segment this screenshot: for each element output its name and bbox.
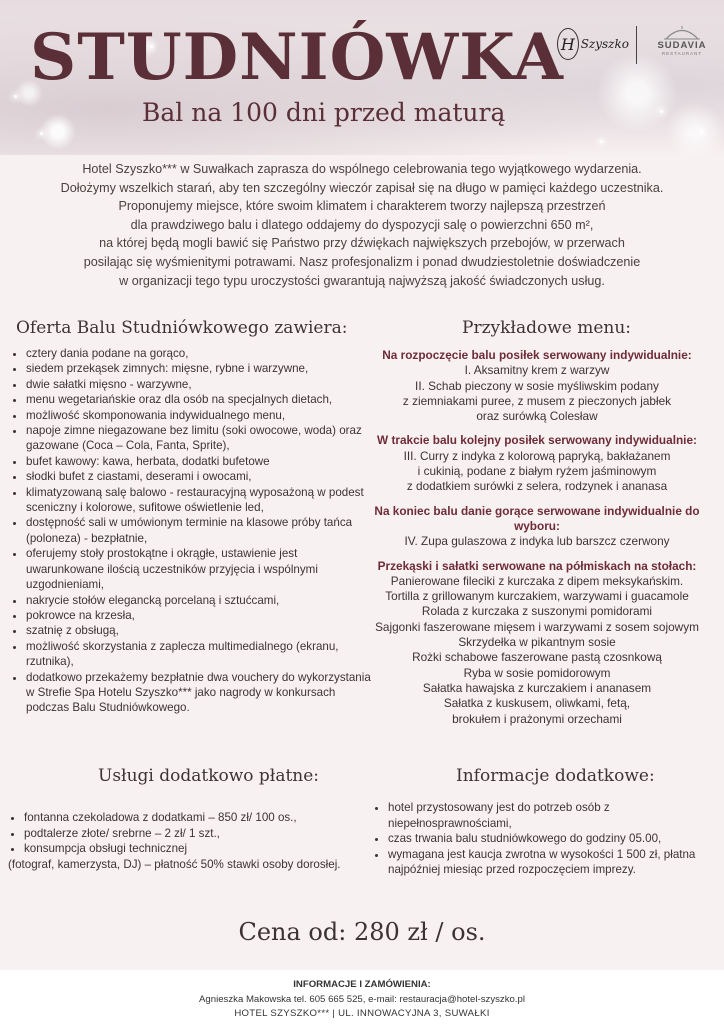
menu-item: III. Curry z indyka z kolorową papryką, bakłażanem: [403, 448, 671, 463]
list-item: • konsumpcja obsługi technicznej: [24, 841, 394, 857]
list-item: • menu wegetariańskie oraz dla osób na specjalnych dietach,: [26, 392, 378, 407]
paid-services-list: [8, 810, 394, 857]
menu-course: [362, 504, 712, 550]
additional-info-heading: Informacje dodatkowe:: [456, 766, 655, 786]
list-item: • dodatkowo przekażemy bezpłatnie dwa vouchery do wykorzystania w Strefie Spa Hotelu Szyszko*** jako nagrody w konkursach podczas Balu Studniówkowego.: [26, 670, 378, 716]
page-title: STUDNIÓWKA: [30, 20, 564, 95]
intro-line: dla prawdziwego balu i dlatego oddajemy do dyspozycji salę o powierzchni 650 m²,: [130, 217, 594, 232]
intro-line: Hotel Szyszko*** w Suwałkach zaprasza do wspólnego celebrowania tego wyjątkowego wydarzenia.: [82, 162, 642, 176]
szyszko-logo: [557, 26, 629, 62]
page-subtitle: Bal na 100 dni przed maturą: [142, 98, 506, 127]
menu-item: Sajgonki faszerowane mięsem i warzywami z sosem sojowym: [375, 619, 699, 634]
list-item: • hotel przystosowany jest do potrzeb osób z niepełnosprawnościami,: [388, 800, 724, 831]
offer-heading: Oferta Balu Studniówkowego zawiera:: [16, 318, 348, 338]
offer-list: [12, 346, 378, 716]
sudavia-logo: [646, 26, 718, 66]
footer-address: HOTEL SZYSZKO*** | UL. INNOWACYJNA 3, SUWAŁKI: [234, 1008, 490, 1019]
logo-divider: [636, 26, 637, 64]
footer-contact: Agnieszka Makowska tel. 605 665 525, e-mail: restauracja@hotel-szyszko.pl: [199, 994, 525, 1005]
menu-heading: Przykładowe menu:: [462, 318, 632, 338]
sparkle-decoration: [14, 95, 17, 98]
footer-heading: INFORMACJE I ZAMÓWIENIA:: [293, 979, 431, 990]
menu-item: oraz surówką Colesław: [476, 409, 598, 424]
menu-course: [362, 433, 712, 494]
list-item: • cztery dania podane na gorąco,: [26, 346, 378, 361]
menu-item: II. Schab pieczony w sosie myśliwskim podany: [415, 378, 659, 393]
szyszko-logo-word: Szyszko: [580, 37, 629, 51]
sudavia-logo-word: SUDAVIA: [657, 40, 707, 51]
price-label: Cena od: 280 zł / os.: [238, 918, 486, 946]
sparkle-decoration: [600, 140, 603, 143]
menu-course: [362, 348, 712, 424]
menu-item: Sałatka hawajska z kurczakiem i ananasem: [422, 680, 652, 695]
menu-item: z dodatkiem surówki z selera, rodzynek i ananasa: [406, 479, 668, 494]
menu-item: Rożki schabowe faszerowane pastą czosnkową: [412, 650, 662, 665]
list-item: • oferujemy stoły prostokątne i okrągłe, ustawienie jest uwarunkowane ilością uczestników przyjęcia i wspólnymi uzgodnieniami,: [26, 546, 378, 592]
paid-services-note: (fotograf, kamerzysta, DJ) – płatność 50% stawki osoby dorosłej.: [8, 858, 341, 871]
menu-item: Tortilla z grillowanym kurczakiem, warzywami i guacamole: [385, 589, 689, 604]
menu-item: Sałatka z kuskusem, oliwkami, fetą,: [443, 696, 631, 711]
list-item: • fontanna czekoladowa z dodatkami – 850 zł/ 100 os.,: [24, 810, 394, 826]
intro-line: posilając się wyśmienitymi potrawami. Nasz profesjonalizm i ponad dwudziestoletnie doświadczenie: [83, 254, 641, 269]
sudavia-logo-sub: RESTAURANT: [661, 51, 703, 56]
course-title: Na koniec balu danie gorące serwowane indywidualnie do wyboru:: [374, 503, 700, 533]
additional-info-list: [372, 800, 724, 878]
menu-item: brokułem i prażonymi orzechami: [452, 711, 622, 726]
course-title: Przekąski i sałatki serwowane na półmiskach na stołach:: [377, 558, 697, 573]
header-banner: [0, 0, 724, 155]
sparkle-decoration: [660, 110, 663, 113]
list-item: • siedem przekąsek zimnych: mięsne, rybne i warzywne,: [26, 361, 378, 376]
list-item: • szatnię z obsługą,: [26, 623, 378, 638]
szyszko-logo-mark: H: [557, 28, 579, 60]
menu-item: Rolada z kurczaka z suszonymi pomidorami: [421, 604, 653, 619]
menu-course: [362, 559, 712, 727]
list-item: • czas trwania balu studniówkowego do godziny 05.00,: [388, 831, 724, 847]
intro-line: na której będą mogli bawić się Państwo przy dźwiękach największych przebojów, w przerwach: [99, 236, 625, 251]
list-item: • słodki bufet z ciastami, deserami i owocami,: [26, 469, 378, 484]
menu-item: Panierowane fileciki z kurczaka z dipem meksykańskim.: [390, 573, 684, 588]
list-item: • dwie sałatki mięsno - warzywne,: [26, 377, 378, 392]
intro-paragraph: [20, 160, 704, 290]
menu-item: IV. Zupa gulaszowa z indyka lub barszcz czerwony: [404, 534, 670, 549]
list-item: • pokrowce na krzesła,: [26, 608, 378, 623]
list-item: • dostępność sali w umówionym terminie na klasowe próby tańca (poloneza) - bezpłatnie,: [26, 515, 378, 546]
footer: [0, 970, 724, 1024]
list-item: • możliwość skomponowania indywidualnego menu,: [26, 408, 378, 423]
intro-line: Dołożymy wszelkich starań, aby ten szczególny wieczór zapisał się na długo w pamięci każdego uczestnika.: [60, 180, 664, 195]
menu-section: [362, 348, 712, 736]
course-title: W trakcie balu kolejny posiłek serwowany indywidualnie:: [377, 433, 697, 448]
sparkle-decoration: [700, 130, 703, 133]
list-item: • podtalerze złote/ srebrne – 2 zł/ 1 szt.,: [24, 826, 394, 842]
sparkle-decoration: [40, 132, 43, 135]
dome-icon: [662, 26, 702, 40]
intro-line: Proponujemy miejsce, które swoim klimatem i charakterem tworzy najlepszą przestrzeń: [118, 199, 606, 214]
menu-item: Ryba w sosie pomidorowym: [463, 665, 611, 680]
menu-item: z ziemniakami puree, z musem z pieczonych jabłek: [402, 393, 672, 408]
course-title: Na rozpoczęcie balu posiłek serwowany indywidualnie:: [382, 348, 692, 362]
list-item: • wymagana jest kaucja zwrotna w wysokości 1 500 zł, płatna najpóźniej miesiąc przed rozpoczęciem imprezy.: [388, 847, 724, 878]
intro-line: w organizacji tego typu uroczystości gwarantują najwyższą jakość świadczonych usług.: [119, 273, 605, 288]
menu-item: Skrzydełka w pikantnym sosie: [458, 635, 616, 650]
list-item: • napoje zimne niegazowane bez limitu (soki owocowe, woda) oraz gazowane (Coca – Cola, Fanta, Sprite),: [26, 423, 378, 454]
paid-services-heading: Usługi dodatkowo płatne:: [98, 766, 320, 786]
list-item: • nakrycie stołów elegancką porcelaną i sztućcami,: [26, 593, 378, 608]
menu-item: i cukinią, podane z białym ryżem jaśminowym: [417, 464, 657, 479]
list-item: • klimatyzowaną salę balowo - restauracyjną wyposażoną w podest sceniczny i kolorowe, sufitowe oświetlenie led,: [26, 485, 378, 516]
list-item: • bufet kawowy: kawa, herbata, dodatki bufetowe: [26, 454, 378, 469]
list-item: • możliwość skorzystania z zaplecza multimedialnego (ekranu, rzutnika),: [26, 639, 378, 670]
menu-item: I. Aksamitny krem z warzyw: [464, 363, 610, 378]
